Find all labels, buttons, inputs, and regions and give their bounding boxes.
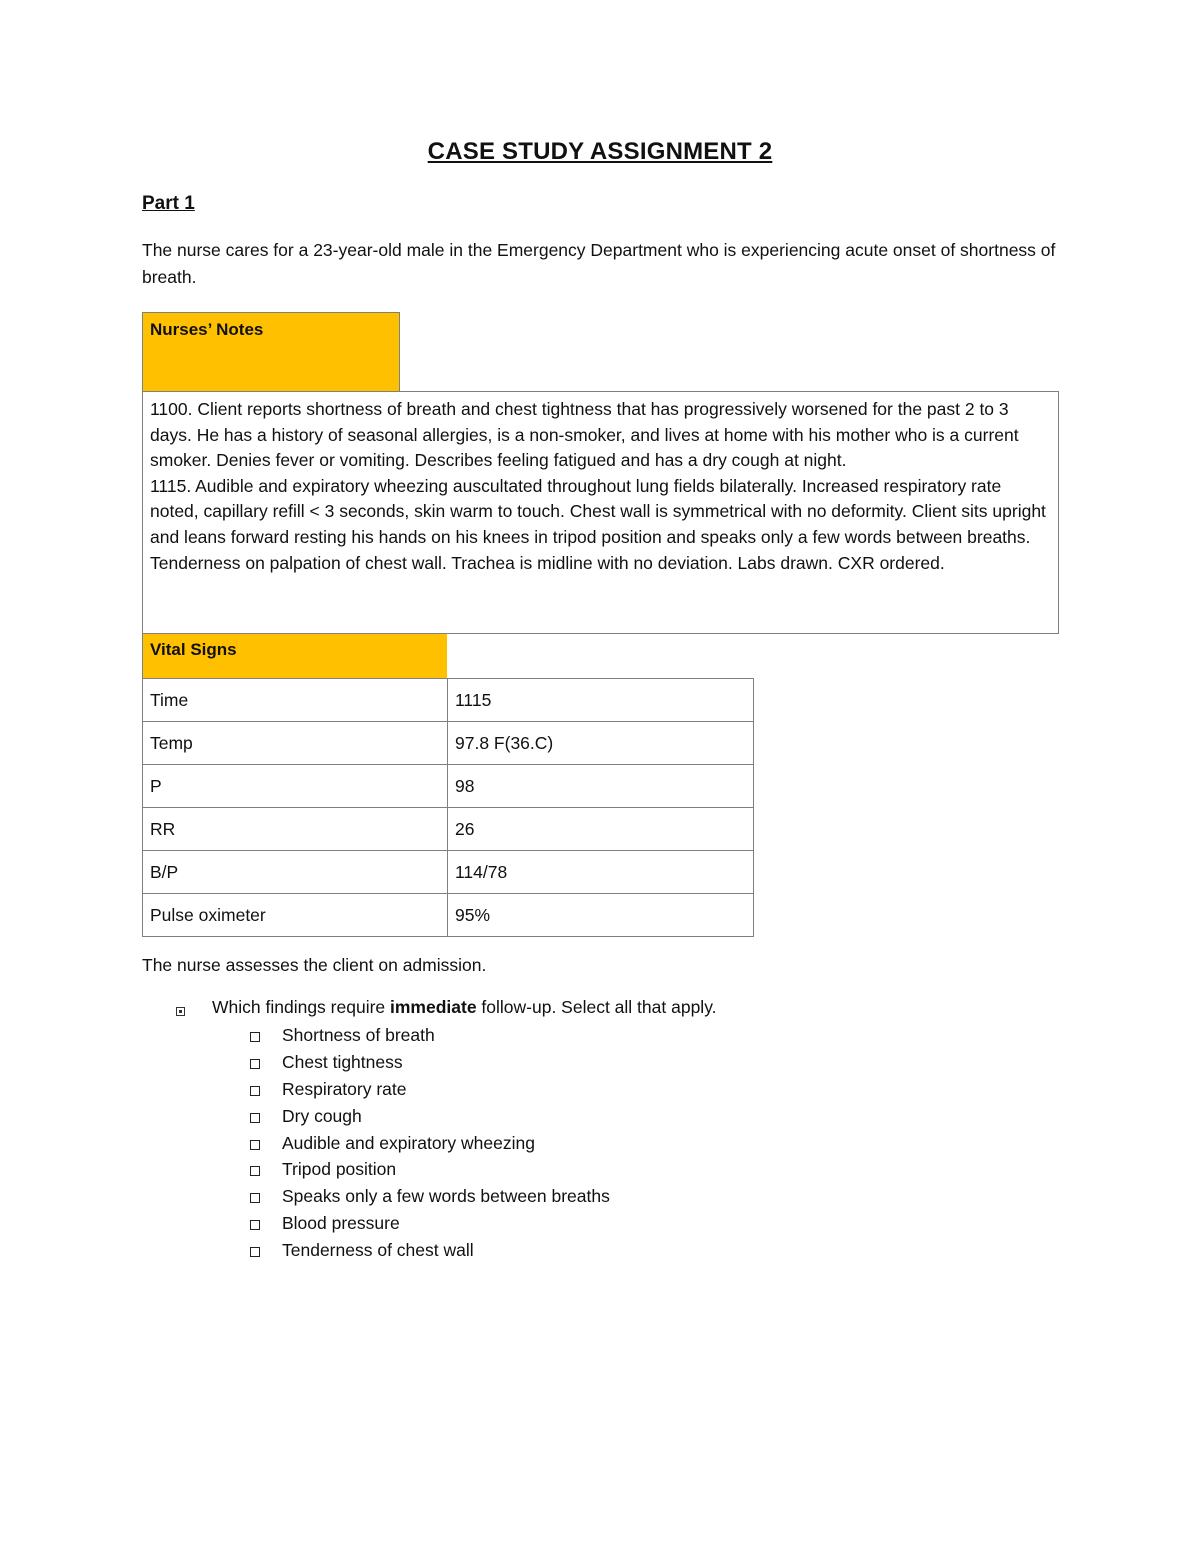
nurses-notes-heading: Nurses’ Notes <box>142 312 400 391</box>
vital-value: 98 <box>448 765 754 808</box>
nurses-notes-body <box>142 391 1059 634</box>
document-title: CASE STUDY ASSIGNMENT 2 <box>427 138 773 165</box>
vital-value: 114/78 <box>448 851 754 894</box>
list-item[interactable] <box>248 1103 610 1130</box>
vital-signs-heading: Vital Signs <box>142 634 447 679</box>
intro-paragraph: The nurse cares for a 23-year-old male in the Emergency Department who is experiencing acute onset of shortness of breath. <box>142 240 1056 287</box>
option-label: Blood pressure <box>282 1213 400 1234</box>
table-row <box>143 679 754 722</box>
table-row <box>143 765 754 808</box>
option-label: Audible and expiratory wheezing <box>282 1132 535 1153</box>
vital-value: 97.8 F(36.C) <box>448 722 754 765</box>
question-text <box>212 997 717 1018</box>
table-row <box>143 808 754 851</box>
checkbox-icon[interactable] <box>250 1059 260 1069</box>
list-item[interactable] <box>248 1156 610 1183</box>
option-label: Respiratory rate <box>282 1078 407 1099</box>
question-suffix: follow-up. Select all that apply. <box>476 997 717 1017</box>
vital-label: Pulse oximeter <box>143 894 448 937</box>
list-item[interactable] <box>248 1076 610 1103</box>
list-item[interactable] <box>248 1049 610 1076</box>
table-row <box>143 722 754 765</box>
vital-label: Time <box>143 679 448 722</box>
vital-value: 1115 <box>448 679 754 722</box>
list-item[interactable] <box>248 1237 610 1264</box>
checkbox-icon[interactable] <box>250 1032 260 1042</box>
question-prefix: Which findings require <box>212 997 390 1017</box>
part-heading: Part 1 <box>142 193 195 214</box>
vital-signs-table <box>142 678 754 937</box>
option-label: Tenderness of chest wall <box>282 1240 474 1261</box>
question-bullet-icon <box>176 1007 185 1016</box>
option-label: Speaks only a few words between breaths <box>282 1186 610 1207</box>
question-emphasis: immediate <box>390 997 477 1017</box>
vital-value: 26 <box>448 808 754 851</box>
assessment-text: The nurse assesses the client on admission. <box>142 955 487 975</box>
checkbox-icon[interactable] <box>250 1086 260 1096</box>
note-entry-1100: 1100. Client reports shortness of breath and chest tightness that has progressively worsened for the past 2 to 3 days. He has a history of seasonal allergies, is a non-smoker, and lives at home with his mother who is a current smoker. Denies fever or vomiting. Describes feeling fatigued and has a dry cough at night. <box>150 399 1019 471</box>
checkbox-icon[interactable] <box>250 1193 260 1203</box>
vital-label: P <box>143 765 448 808</box>
vital-label: RR <box>143 808 448 851</box>
table-row <box>143 851 754 894</box>
list-item[interactable] <box>248 1130 610 1157</box>
list-item[interactable] <box>248 1210 610 1237</box>
list-item[interactable] <box>248 1022 610 1049</box>
option-label: Shortness of breath <box>282 1025 435 1045</box>
checkbox-icon[interactable] <box>250 1140 260 1150</box>
vital-label: Temp <box>143 722 448 765</box>
option-label: Dry cough <box>282 1105 362 1126</box>
checkbox-icon[interactable] <box>250 1247 260 1257</box>
vital-value: 95% <box>448 894 754 937</box>
answer-options <box>248 1022 610 1264</box>
checkbox-icon[interactable] <box>250 1166 260 1176</box>
option-label: Tripod position <box>282 1159 397 1180</box>
checkbox-icon[interactable] <box>250 1113 260 1123</box>
vital-label: B/P <box>143 851 448 894</box>
table-row <box>143 894 754 937</box>
option-label: Chest tightness <box>282 1051 403 1072</box>
checkbox-icon[interactable] <box>250 1220 260 1230</box>
list-item[interactable] <box>248 1183 610 1210</box>
note-entry-1115: 1115. Audible and expiratory wheezing auscultated throughout lung fields bilaterally. Increased respiratory rate noted, capillary refill < 3 seconds, skin warm to touch. Chest wall is symmetrical with no deformity. Client sits upright and leans forward resting his hands on his knees in tripod position and speaks only a few words between breaths. Tenderness on palpation of chest wall. Trachea is midline with no deviation. Labs drawn. CXR ordered. <box>150 475 1046 573</box>
